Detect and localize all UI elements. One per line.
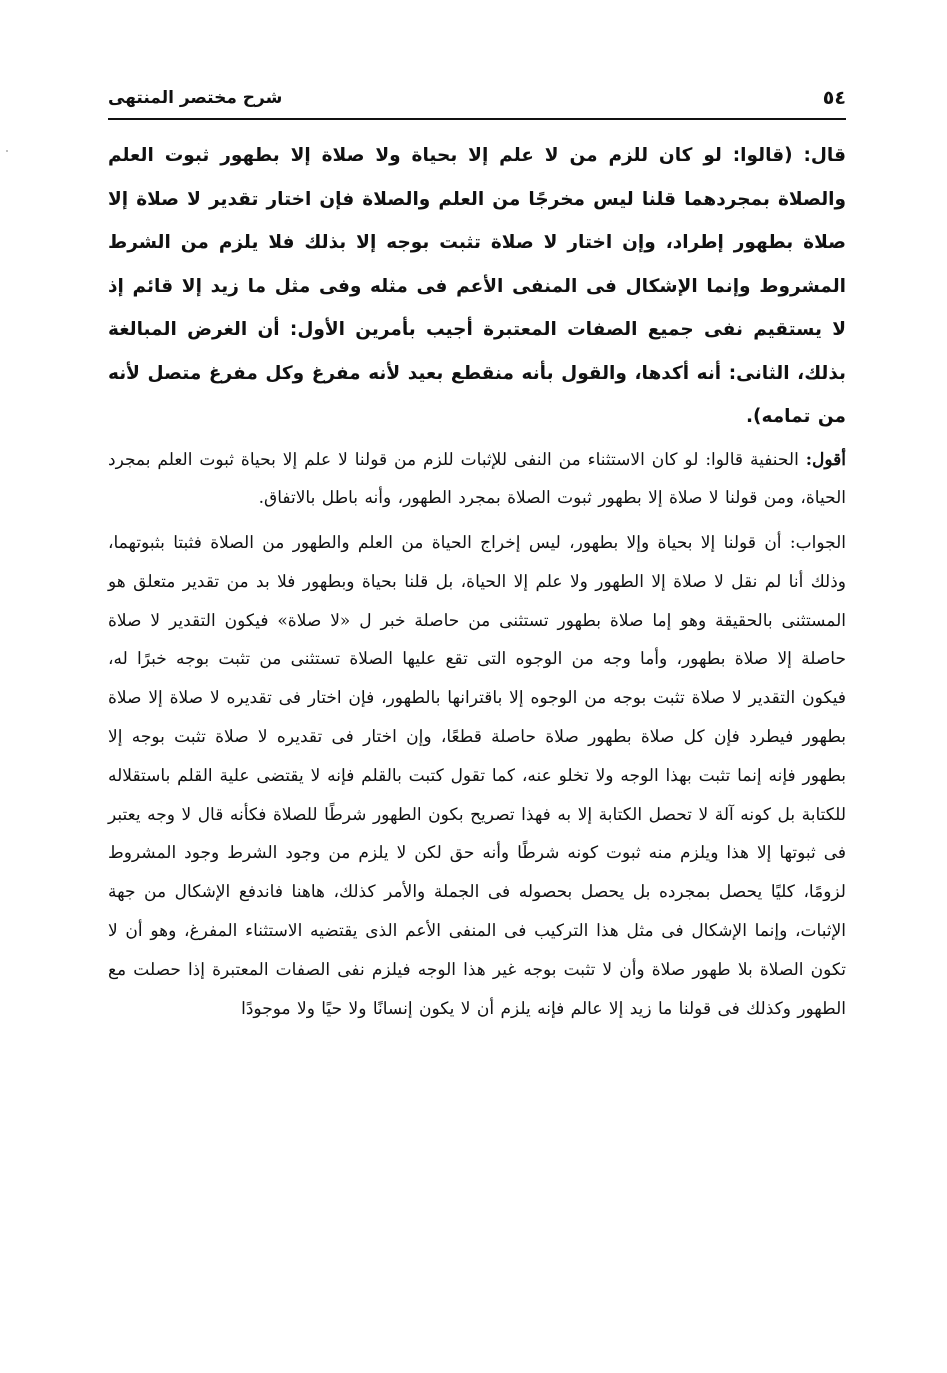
sharh-paragraph-1 bbox=[108, 441, 846, 519]
sharh-text: الحنفية قالوا: لو كان الاستثناء من النفى للإثبات للزم من قولنا لا علم إلا بحياة ثبوت العلم بمجرد الحياة، ومن قولنا لا صلاة إلا بطهور ثبوت الصلاة بمجرد الطهور، وأنه باطل بالاتفاق. bbox=[108, 449, 846, 509]
page-content bbox=[108, 134, 846, 1028]
book-title: شرح مختصر المنتهى bbox=[108, 88, 283, 108]
page-number: ٥٤ bbox=[822, 87, 846, 109]
book-page bbox=[108, 78, 846, 1338]
sharh-paragraph-2 bbox=[108, 524, 846, 1028]
running-header bbox=[108, 78, 846, 120]
scan-speck bbox=[6, 150, 8, 152]
matn-paragraph: قال: (قالوا: لو كان للزم من لا علم إلا بحياة ولا صلاة إلا بطهور ثبوت العلم والصلاة بمجردهما قلنا ليس مخرجًا من العلم والصلاة فإن اختار تقدير لا صلاة إلا صلاة بطهور إطراد، وإن اختار لا صلاة تثبت بوجه إلا بذلك فلا يلزم من الشرط المشروط وإنما الإشكال فى المنفى الأعم فى مثله وفى مثل ما زيد إلا قائم إذ لا يستقيم نفى جميع الصفات المعتبرة أجيب بأمرين الأول: أن الغرض المبالغة بذلك، الثانى: أنه أكدها، والقول بأنه منقطع بعيد لأنه مفرغ وكل مفرغ متصل لأنه من تمامه). bbox=[108, 145, 846, 427]
sharh-text: الجواب: أن قولنا إلا بحياة وإلا بطهور، ليس إخراج الحياة من العلم والطهور من الصلاة فثبتا بثبوتهما، وذلك أنا لم نقل لا صلاة إلا الطهور ولا علم إلا الحياة، بل قلنا بحياة وبطهور فلا بد من تقدير متعلق هو المستثنى بالحقيقة وهو إما صلاة بطهور تستثنى من حاصلة خبر ل «لا صلاة» فيكون التقدير لا صلاة حاصلة إلا صلاة بطهور، وأما وجه من الوجوه التى تقع عليها الصلاة تستثنى من تثبت بوجه خبرًا له، فيكون التقدير لا صلاة تثبت بوجه من الوجوه إلا باقترانها بالطهور، فإن اختار فى تقديره لا صلاة إلا صلاة بطهور فيطرد فإن كل صلاة بطهور صلاة حاصلة قطعًا، وإن اختار فى تقديره لا صلاة تثبت بوجه إلا بطهور فإنه إنما تثبت بهذا الوجه ولا تخلو عنه، كما تقول كتبت بالقلم فإنه لا يقتضى علية القلم باستقلاله للكتابة بل كونه آلة لا تحصل الكتابة إلا به فهذا تصريح بكون الطهور شرطًا للصلاة فكأنه قال لا وجه يعتبر فى ثبوتها إلا هذا ويلزم منه ثبوت كونه شرطًا وأنه حق لكن لا يلزم من وجود الشرط وجود المشروط لزومًا، كليًا يحصل بمجرده بل يحصل بحصوله فى الجملة والأمر كذلك، هاهنا فاندفع الإشكال من جهة الإثبات، وإنما الإشكال فى مثل هذا التركيب فى المنفى الأعم الذى يقتضيه الاستثناء المفرغ، وهو أن لا تكون الصلاة بلا طهور صلاة وأن لا تثبت بوجه غير هذا الوجه فيلزم نفى الصفات المعتبرة إذا حصلت مع الطهور وكذلك فى قولنا ما زيد إلا عالم فإنه يلزم أن لا يكون إنسانًا ولا حيًا ولا موجودًا bbox=[108, 533, 846, 1019]
sharh-lead-word: أقول: bbox=[805, 449, 846, 470]
